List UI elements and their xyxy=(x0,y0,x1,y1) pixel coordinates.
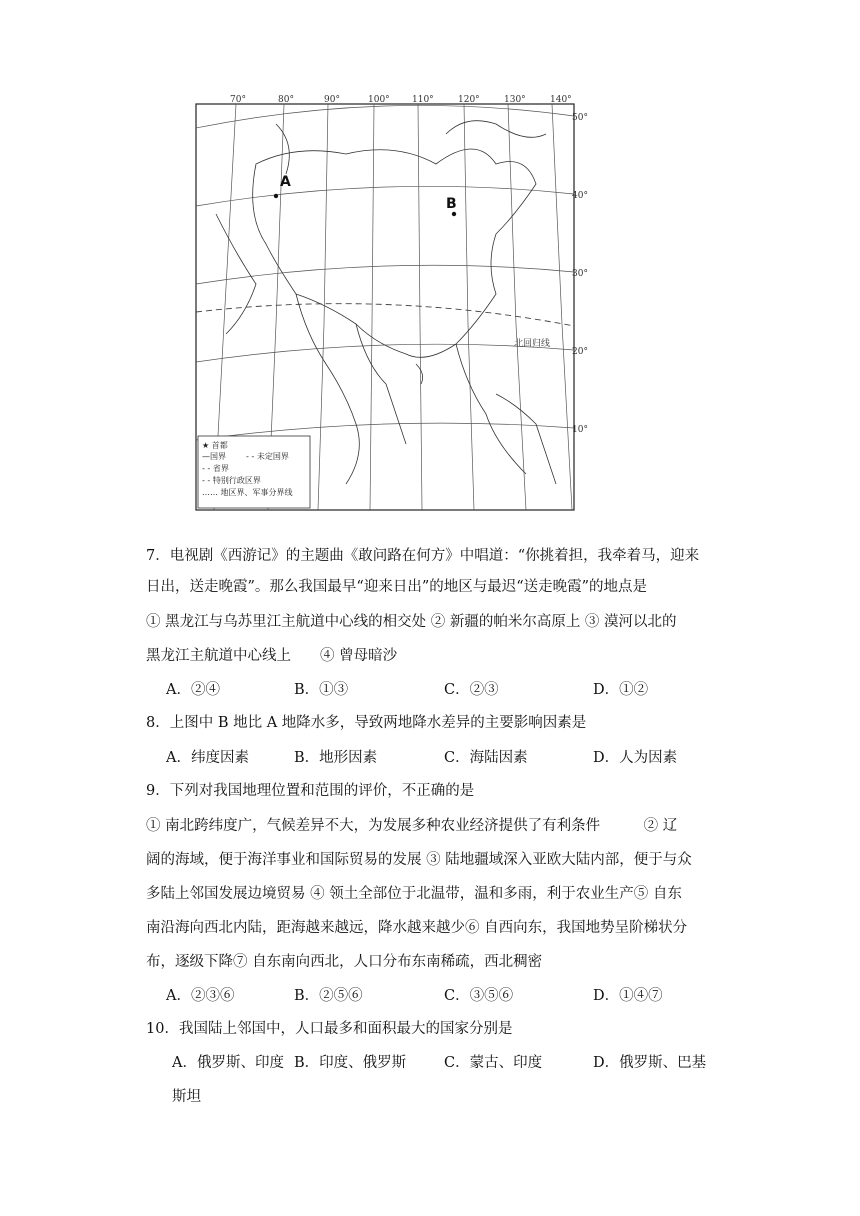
q7-line: ① 黑龙江与乌苏里江主航道中心线的相交处 ② 新疆的帕米尔高原上 ③ 漠河以北的 xyxy=(146,614,677,630)
lon-label: 80° xyxy=(278,95,294,105)
china-map-figure xyxy=(196,94,588,512)
q10-option-b[interactable]: B．印度、俄罗斯 xyxy=(294,1055,407,1071)
q10-option-c[interactable]: C．蒙古、印度 xyxy=(444,1055,543,1071)
point-a-marker xyxy=(274,194,278,198)
map-svg xyxy=(196,94,588,512)
lon-label: 100° xyxy=(368,95,390,105)
q8-stem: 8．上图中 B 地比 A 地降水多，导致两地降水差异的主要影响因素是 xyxy=(146,715,587,731)
q10-option-d[interactable]: D．俄罗斯、巴基 xyxy=(593,1055,707,1071)
q9-line: ① 南北跨纬度广，气候差异不大，为发展多种农业经济提供了有利条件 ② 辽 xyxy=(146,818,678,834)
legend-item: …… 地区界、军事分界线 xyxy=(202,488,293,497)
lon-label: 120° xyxy=(458,95,480,105)
q7-line: 日出，送走晚霞”。那么我国最早“迎来日出”的地区与最迟“送走晚霞”的地点是 xyxy=(146,579,648,595)
q8-option-a[interactable]: A．纬度因素 xyxy=(166,750,249,766)
lon-label: 90° xyxy=(324,95,340,105)
lat-label: 40° xyxy=(572,191,588,201)
q9-stem: 9．下列对我国地理位置和范围的评价，不正确的是 xyxy=(146,783,475,799)
q9-line: 多陆上邻国发展边境贸易 ④ 领土全部位于北温带，温和多雨，利于农业生产⑤ 自东 xyxy=(146,886,682,902)
q7-line: 黑龙江主航道中心线上 ④ 曾母暗沙 xyxy=(146,648,398,664)
q8-option-c[interactable]: C．海陆因素 xyxy=(444,750,528,766)
q10-option-d-continued: 斯坦 xyxy=(172,1089,201,1105)
lon-label: 130° xyxy=(504,95,526,105)
lon-label: 110° xyxy=(412,95,434,105)
q9-line: 南沿海向西北内陆，距海越来越远，降水越来越少⑥ 自西向东，我国地势呈阶梯状分 xyxy=(146,920,688,936)
lon-label: 70° xyxy=(230,95,246,105)
q7-option-a[interactable]: A．②④ xyxy=(166,682,220,698)
q7-option-b[interactable]: B．①③ xyxy=(294,682,349,698)
q10-stem: 10．我国陆上邻国中，人口最多和面积最大的国家分别是 xyxy=(146,1021,513,1037)
q9-line: 布，逐级下降⑦ 自东南向西北，人口分布东南稀疏，西北稠密 xyxy=(146,954,543,970)
legend-item: - - 未定国界 xyxy=(246,452,289,461)
q10-option-a[interactable]: A．俄罗斯、印度 xyxy=(172,1055,284,1071)
legend-item: ★ 首都 xyxy=(202,441,228,450)
q9-option-d[interactable]: D．①④⑦ xyxy=(593,988,663,1004)
q7-option-c[interactable]: C．②③ xyxy=(444,682,499,698)
q7-line: 7．电视剧《西游记》的主题曲《敢问路在何方》中唱道：“你挑着担，我牵着马，迎来 xyxy=(146,548,700,564)
point-b-label: B xyxy=(446,196,457,212)
lat-label: 10° xyxy=(572,425,588,435)
lat-label: 30° xyxy=(572,269,588,279)
legend-item: - - 特别行政区界 xyxy=(202,476,261,485)
legend-item: —国界 xyxy=(202,452,226,461)
lon-label: 140° xyxy=(550,95,572,105)
tropic-label: 北回归线 xyxy=(514,339,551,349)
q8-option-b[interactable]: B．地形因素 xyxy=(294,750,378,766)
q8-option-d[interactable]: D．人为因素 xyxy=(593,750,678,766)
legend-item: - - 省界 xyxy=(202,464,229,473)
q9-option-a[interactable]: A．②③⑥ xyxy=(166,988,235,1004)
q9-option-c[interactable]: C．③⑤⑥ xyxy=(444,988,514,1004)
q9-option-b[interactable]: B．②⑤⑥ xyxy=(294,988,363,1004)
point-a-label: A xyxy=(280,174,291,190)
lat-label: 50° xyxy=(572,113,588,123)
lat-label: 20° xyxy=(572,347,588,357)
q9-line: 阔的海域，便于海洋事业和国际贸易的发展 ③ 陆地疆域深入亚欧大陆内部，便于与众 xyxy=(146,852,692,868)
q7-option-d[interactable]: D．①② xyxy=(593,682,649,698)
point-b-marker xyxy=(452,212,456,216)
